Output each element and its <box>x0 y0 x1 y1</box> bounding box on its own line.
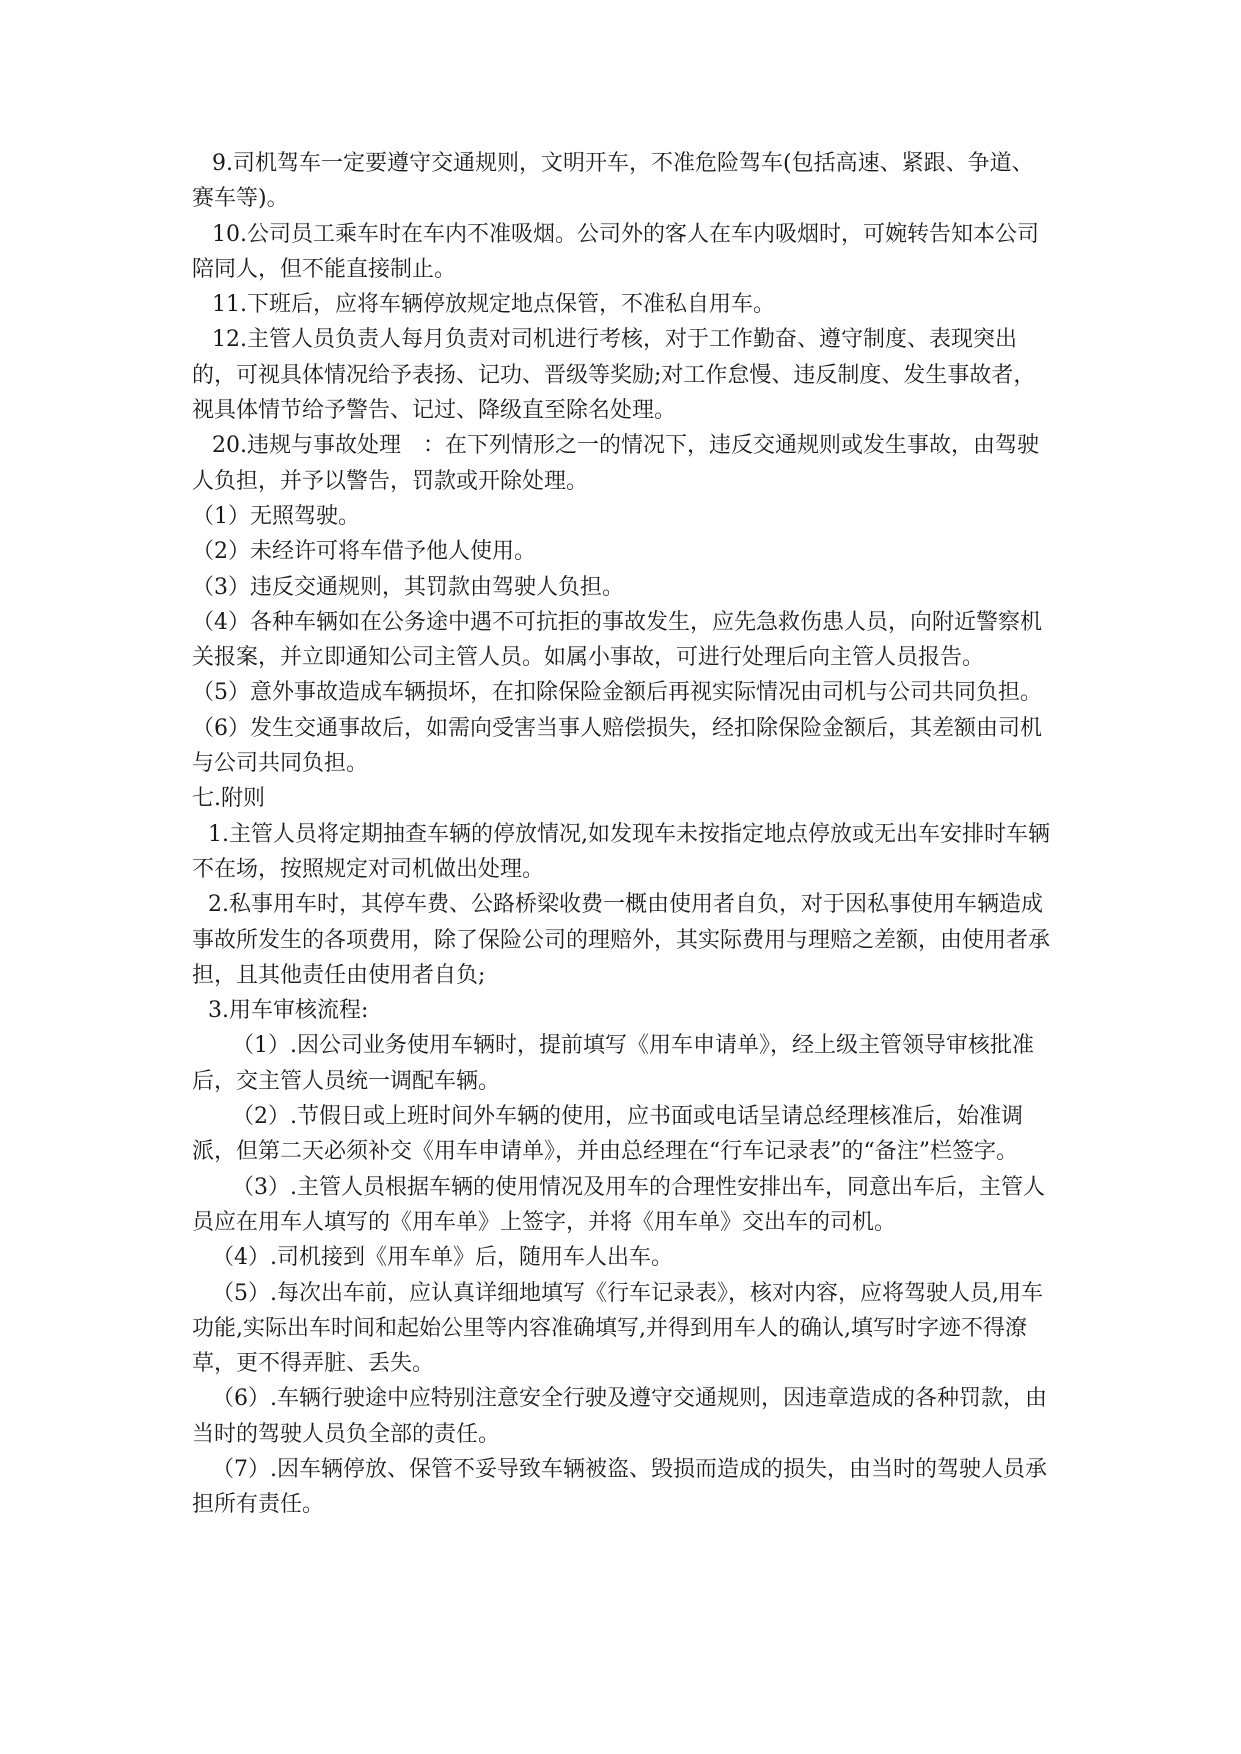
paragraph-rule-20: 20.违规与事故处理 ：在下列情形之一的情况下，违反交通规则或发生事故，由驾驶人负担，并予以警告，罚款或开除处理。 <box>192 433 1039 494</box>
list-item-review-3: （3）.主管人员根据车辆的使用情况及用车的合理性安排出车，同意出车后，主管人员应在用车人填写的《用车单》上签字，并将《用车单》交出车的司机。 <box>192 1174 1045 1235</box>
document-body <box>192 146 1052 1523</box>
paragraph-rule-11: 11.下班后，应将车辆停放规定地点保管，不准私自用车。 <box>212 292 775 318</box>
list-item-violation-3: （3）违反交通规则，其罚款由驾驶人负担。 <box>192 574 624 600</box>
paragraph-appendix-3: 3.用车审核流程: <box>208 998 369 1024</box>
list-item-violation-1: （1）无照驾驶。 <box>192 503 360 529</box>
list-item-review-6: （6）.车辆行驶途中应特别注意安全行驶及遵守交通规则，因违章造成的各种罚款，由当时的驾驶人员负全部的责任。 <box>192 1386 1047 1447</box>
list-item-review-1: （1）.因公司业务使用车辆时，提前填写《用车申请单》，经上级主管领导审核批准后，交主管人员统一调配车辆。 <box>192 1033 1034 1094</box>
list-item-violation-4: （4）各种车辆如在公务途中遇不可抗拒的事故发生，应先急救伤患人员，向附近警察机关报案，并立即通知公司主管人员。如属小事故，可进行处理后向主管人员报告。 <box>192 609 1042 671</box>
paragraph-rule-12: 12.主管人员负责人每月负责对司机进行考核，对于工作勤奋、遵守制度、表现突出的，可视具体情况给予表扬、记功、晋级等奖励;对工作怠慢、违反制度、发生事故者，视具体情节给予警告、记过、降级直至除名处理。 <box>192 327 1036 424</box>
section-heading-appendix: 七.附则 <box>192 786 265 812</box>
list-item-violation-6: （6）发生交通事故后，如需向受害当事人赔偿损失，经扣除保险金额后，其差额由司机与公司共同负担。 <box>192 715 1042 777</box>
list-item-review-7: （7）.因车辆停放、保管不妥导致车辆被盗、毁损而造成的损失，由当时的驾驶人员承担所有责任。 <box>192 1456 1047 1518</box>
list-item-violation-5: （5）意外事故造成车辆损坏，在扣除保险金额后再视实际情况由司机与公司共同负担。 <box>192 680 1042 706</box>
paragraph-rule-10: 10.公司员工乘车时在车内不准吸烟。公司外的客人在车内吸烟时，可婉转告知本公司陪同人，但不能直接制止。 <box>192 221 1039 282</box>
paragraph-rule-9: 9.司机驾车一定要遵守交通规则，文明开车，不准危险驾车(包括高速、紧跟、争道、赛车等)。 <box>192 151 1034 212</box>
list-item-review-2: （2）.节假日或上班时间外车辆的使用，应书面或电话呈请总经理核准后，始准调派，但第二天必须补交《用车申请单》，并由总经理在“行车记录表”的“备注”栏签字。 <box>192 1104 1023 1165</box>
list-item-review-4: （4）.司机接到《用车单》后，随用车人出车。 <box>212 1245 673 1271</box>
list-item-violation-2: （2）未经许可将车借予他人使用。 <box>192 539 536 565</box>
list-item-review-5: （5）.每次出车前，应认真详细地填写《行车记录表》，核对内容，应将驾驶人员,用车功能,实际出车时间和起始公里等内容准确填写,并得到用车人的确认,填写时字迹不得潦草，更不得弄脏、丢失。 <box>192 1280 1043 1377</box>
paragraph-appendix-1: 1.主管人员将定期抽查车辆的停放情况,如发现车未按指定地点停放或无出车安排时车辆不在场，按照规定对司机做出处理。 <box>192 821 1050 882</box>
paragraph-appendix-2: 2.私事用车时，其停车费、公路桥梁收费一概由使用者自负，对于因私事使用车辆造成事故所发生的各项费用，除了保险公司的理赔外，其实际费用与理赔之差额，由使用者承担，且其他责任由使用者自负; <box>192 892 1051 988</box>
